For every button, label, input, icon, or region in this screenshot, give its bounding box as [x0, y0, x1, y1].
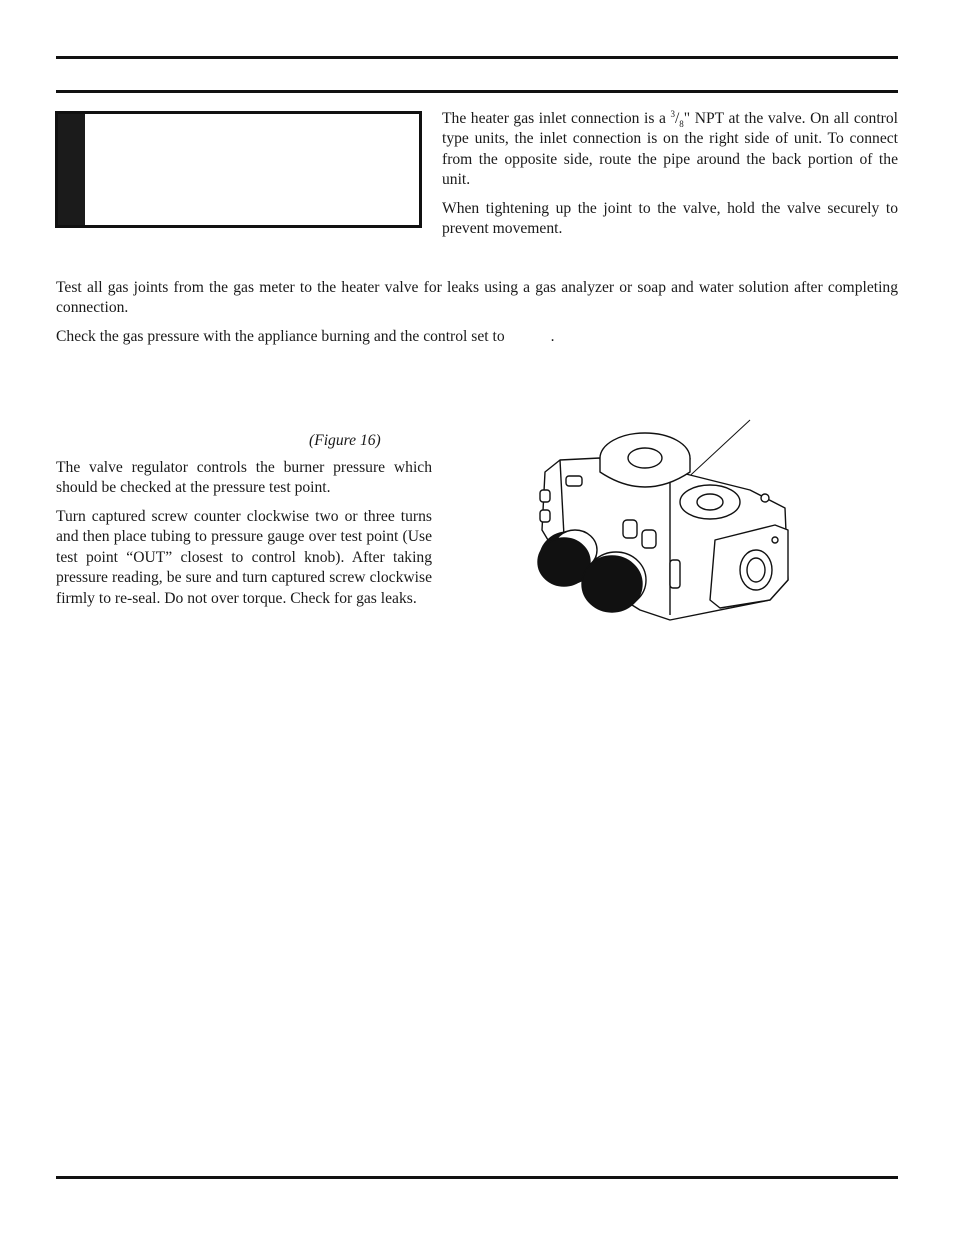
gas-pressure-paragraph [56, 327, 898, 347]
inlet-connection-paragraph: The heater gas inlet connection is a $^3/_8$" NPT at the valve. On all control type units, the inlet connection is on the right side of unit. To connect from the opposite side, route the pipe around the back portion of the unit. [442, 108, 898, 189]
section-rule [56, 90, 898, 93]
gas-valve-illustration [520, 410, 800, 635]
warning-box [55, 111, 422, 228]
bottom-rule [56, 1176, 898, 1179]
inlet-text-start: The heater gas inlet connection is a [442, 110, 671, 127]
inlet-text-end: " NPT at the valve. On all control type units, the inlet connection is on the right side of unit. To connect from the opposite side, route the pipe around the back portion of the unit. [442, 110, 898, 189]
top-rule [56, 56, 898, 59]
leak-test-paragraph: Test all gas joints from the gas meter to the heater valve for leaks using a gas analyzer or soap and water solution after completing connection. [56, 279, 898, 317]
regulator-paragraph: The valve regulator controls the burner pressure which should be checked at the pressure test point. [56, 459, 432, 497]
gas-pressure-period: . [550, 328, 555, 345]
fraction-denominator: 8 [679, 119, 684, 130]
tightening-paragraph: When tightening up the joint to the valve, hold the valve securely to prevent movement. [442, 200, 898, 238]
figure-reference: (Figure 16) [309, 432, 381, 449]
gas-pressure-text: Check the gas pressure with the appliance burning and the control set to [56, 328, 505, 345]
warning-box-bar [58, 114, 85, 225]
test-point-paragraph: Turn captured screw counter clockwise two or three turns and then place tubing to pressure gauge over test point (Use test point “OUT” closest to control knob). After taking pressure reading, be sure and turn captured screw clockwise firmly to re-seal. Do not over torque. Check for gas leaks. [56, 508, 432, 607]
fraction-numerator: 3 [670, 108, 675, 119]
